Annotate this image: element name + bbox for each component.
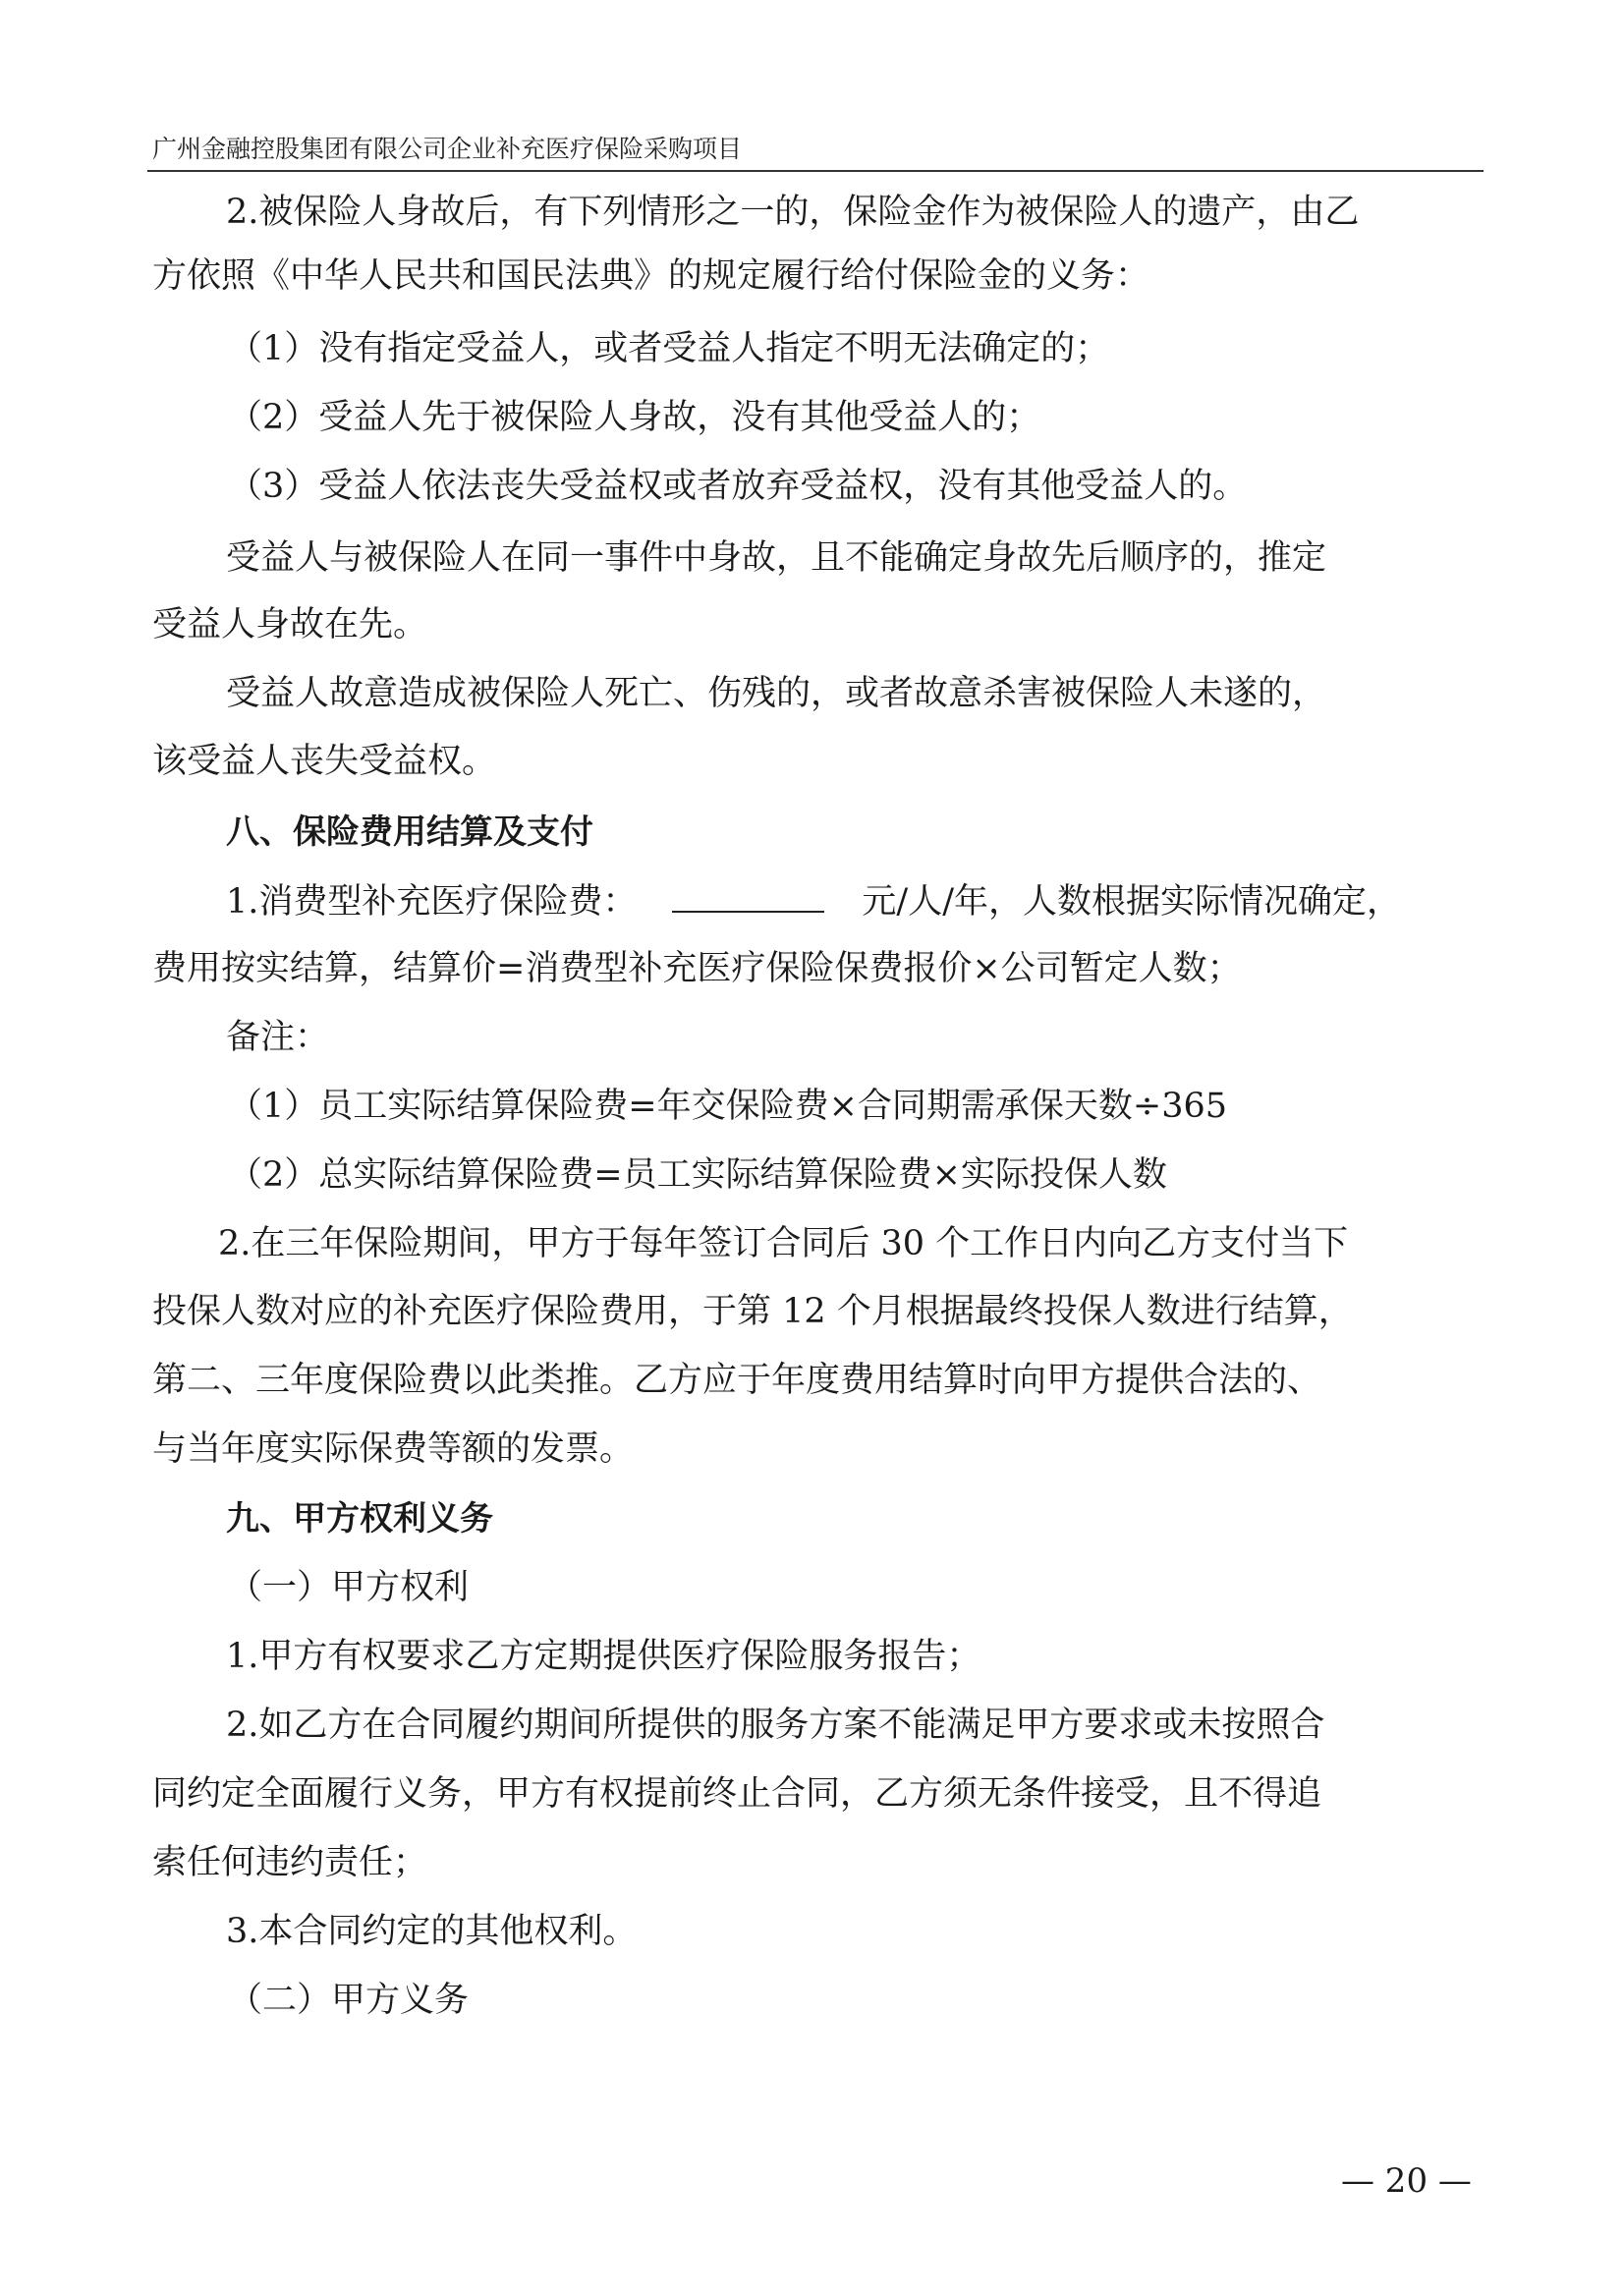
- paragraph-line: 索任何违约责任；: [152, 1843, 428, 1882]
- paragraph-line: 受益人故意造成被保险人死亡、伤残的，或者故意杀害被保险人未遂的，: [226, 674, 1327, 713]
- paragraph-line: 2.在三年保险期间，甲方于每年签订合同后 30 个工作日内向乙方支付当下: [218, 1224, 1349, 1263]
- paragraph-line: 受益人与被保险人在同一事件中身故，且不能确定身故先后顺序的，推定: [226, 538, 1327, 578]
- section-heading: 九、甲方权利义务: [226, 1499, 493, 1539]
- page-header-title: 广州金融控股集团有限公司企业补充医疗保险采购项目: [152, 135, 743, 163]
- paragraph-line: 方依照《中华人民共和国民法典》的规定履行给付保险金的义务：: [152, 256, 1150, 296]
- note-label: 备注：: [226, 1018, 330, 1057]
- list-item: （1）没有指定受益人，或者受益人指定不明无法确定的；: [228, 329, 1110, 368]
- list-item: （2）受益人先于被保险人身故，没有其他受益人的；: [228, 398, 1041, 437]
- subsection-heading: （一）甲方权利: [228, 1568, 470, 1607]
- subsection-heading: （二）甲方义务: [228, 1981, 470, 2020]
- paragraph-line: 受益人身故在先。: [152, 605, 428, 644]
- header-divider: [147, 170, 1484, 172]
- paragraph-line: 2.被保险人身故后，有下列情形之一的，保险金作为被保险人的遗产，由乙: [226, 193, 1360, 232]
- paragraph-line: 第二、三年度保险费以此类推。乙方应于年度费用结算时向甲方提供合法的、: [152, 1361, 1322, 1400]
- paragraph-line: 同约定全面履行义务，甲方有权提前终止合同，乙方须无条件接受，且不得追: [152, 1774, 1322, 1814]
- list-item: （3）受益人依法丧失受益权或者放弃受益权，没有其他受益人的。: [228, 467, 1248, 506]
- paragraph-line: 2.如乙方在合同履约期间所提供的服务方案不能满足甲方要求或未按照合: [226, 1706, 1325, 1745]
- paragraph-line: 3.本合同约定的其他权利。: [226, 1912, 638, 1951]
- fee-unit-text: 元/人/年，人数根据实际情况确定，: [862, 882, 1401, 922]
- fee-label: 1.消费型补充医疗保险费：: [226, 882, 638, 922]
- paragraph-line: 费用按实结算，结算价=消费型补充医疗保险保费报价×公司暂定人数；: [152, 949, 1242, 988]
- section-heading: 八、保险费用结算及支付: [226, 812, 593, 852]
- fee-blank-field: [672, 881, 824, 913]
- paragraph-line: 该受益人丧失受益权。: [152, 742, 497, 781]
- paragraph-line: [226, 881, 1401, 922]
- paragraph-line: 投保人数对应的补充医疗保险费用，于第 12 个月根据最终投保人数进行结算，: [152, 1292, 1353, 1331]
- note-item: （1）员工实际结算保险费=年交保险费×合同期需承保天数÷365: [228, 1087, 1228, 1126]
- note-item: （2）总实际结算保险费=员工实际结算保险费×实际投保人数: [228, 1155, 1167, 1195]
- paragraph-line: 与当年度实际保费等额的发票。: [152, 1429, 635, 1469]
- paragraph-line: 1.甲方有权要求乙方定期提供医疗保险服务报告；: [226, 1637, 981, 1676]
- page-number: — 20 —: [1341, 2161, 1472, 2201]
